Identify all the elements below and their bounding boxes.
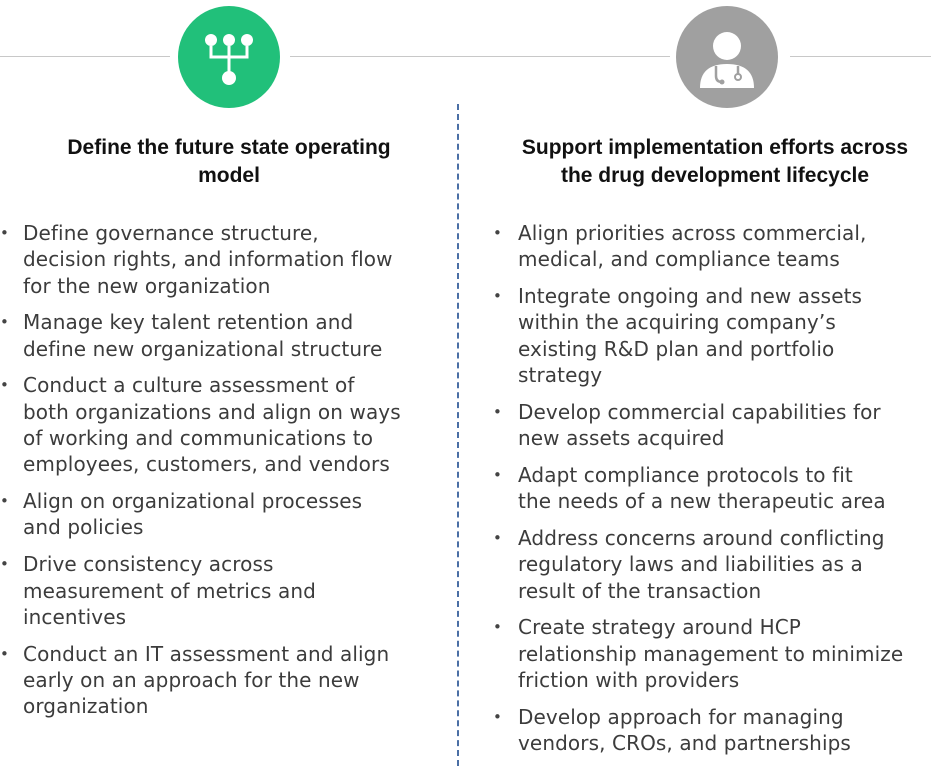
bullet-dot: • [493,465,502,484]
bullet-line: decision rights, and information flow [23,247,393,272]
bullet-line: medical, and compliance teams [518,247,840,272]
column-separator [457,104,459,766]
bullet-line: relationship management to minimize [518,641,904,666]
bullet-dot: • [0,224,9,242]
bullet-line: employees, customers, and vendors [23,452,390,477]
bullet-item [490,220,930,273]
bullet-dot: • [0,644,9,663]
top-divider-right [790,56,931,57]
right-title-line-2: the drug development lifecycle [560,164,870,187]
bullet-line: strategy [518,362,603,387]
top-divider-left [0,56,170,57]
right-bullet-list [490,220,930,756]
bullet-line: Integrate ongoing and new assets [518,284,863,309]
bullet-dot: • [493,224,502,242]
bullet-line: Adapt compliance protocols to fit [518,462,853,487]
left-title-line-2: model [198,164,260,187]
left-column-title [0,134,458,190]
bullet-line: for the new organization [23,273,271,298]
bullet-line: Conduct a culture assessment of [23,373,355,398]
bullet-line: Conduct an IT assessment and align [23,641,390,666]
bullet-item [0,372,440,477]
bullet-item [0,488,440,541]
bullet-line: result of the transaction [518,578,762,603]
bullet-line: new assets acquired [518,426,725,451]
top-divider-middle [290,56,670,57]
bullet-item [490,525,930,604]
bullet-line: vendors, CROs, and partnerships [518,731,851,756]
bullet-dot: • [493,707,502,726]
bullet-item [0,220,440,299]
bullet-line: within the acquiring company’s [518,310,836,335]
bullet-line: Drive consistency across [23,552,274,577]
bullet-line: friction with providers [518,667,740,692]
bullet-item [490,614,930,693]
bullet-line: early on an approach for the new [23,667,360,692]
right-column-title [490,134,931,190]
bullet-line: define new organizational structure [23,336,383,361]
left-title-line-1: Define the future state operating [67,136,391,159]
hierarchy-flow-icon [178,6,280,108]
bullet-line: incentives [23,604,127,629]
left-column [0,134,440,730]
bullet-dot: • [493,618,502,637]
bullet-dot: • [493,402,502,421]
bullet-line: Align on organizational processes [23,489,363,514]
bullet-line: measurement of metrics and [23,578,316,603]
bullet-item [490,283,930,388]
bullet-item [490,399,930,452]
bullet-dot: • [0,492,9,511]
bullet-item [490,704,930,757]
bullet-line: existing R&D plan and portfolio [518,336,835,361]
left-bullet-list [0,220,440,720]
doctor-icon [676,6,778,108]
bullet-line: Align priorities across commercial, [518,221,867,245]
bullet-item [0,641,440,720]
bullet-line: Define governance structure, [23,221,319,245]
bullet-item [0,551,440,630]
bullet-line: regulatory laws and liabilities as a [518,552,863,577]
bullet-dot: • [493,528,502,547]
bullet-line: the needs of a new therapeutic area [518,489,886,514]
bullet-line: of working and communications to [23,426,374,451]
bullet-line: Develop approach for managing [518,704,844,729]
right-title-line-1: Support implementation efforts across [521,136,909,159]
bullet-line: organization [23,694,149,719]
bullet-line: Address concerns around conflicting [518,525,885,550]
bullet-dot: • [0,313,9,332]
bullet-dot: • [0,376,9,395]
bullet-line: and policies [23,515,144,540]
bullet-item [0,309,440,362]
bullet-line: both organizations and align on ways [23,399,401,424]
bullet-item [490,462,930,515]
right-column [490,134,930,767]
bullet-dot: • [493,287,502,306]
bullet-line: Create strategy around HCP [518,615,801,640]
bullet-dot: • [0,555,9,574]
bullet-line: Manage key talent retention and [23,310,354,335]
bullet-line: Develop commercial capabilities for [518,399,881,424]
